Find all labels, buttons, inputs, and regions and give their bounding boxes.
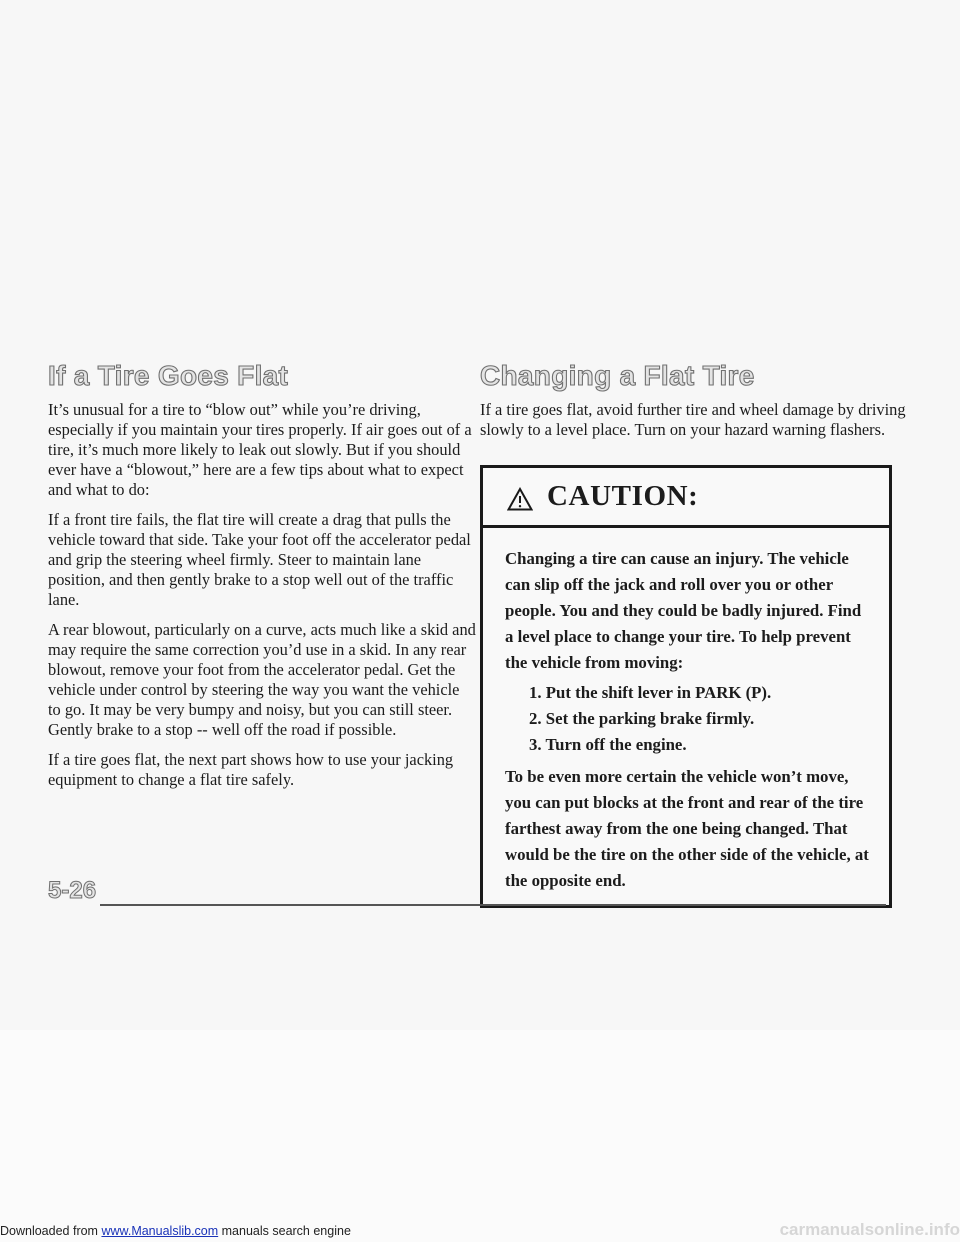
paragraph-changing-intro: If a tire goes flat, avoid further tire and wheel damage by driving slowly to a level place. Turn on your hazard warning flashers. xyxy=(480,400,906,439)
paragraph-front-tire: If a front tire fails, the flat tire will create a drag that pulls the vehicle toward that side. Take your foot off the accelerator pedal and grip the steering wheel firmly. Steer to maintain lane position, and then gently brake to a stop well out of the traffic lane. xyxy=(48,510,471,609)
caution-warning-text: Changing a tire can cause an injury. The vehicle can slip off the jack and roll over you or other people. You and they could be badly injured. Find a level place to change your tire. To help prevent the vehicle from moving: xyxy=(505,549,862,672)
paragraph-blowout-intro: It’s unusual for a tire to “blow out” while you’re driving, especially if you maintain your tires properly. If air goes out of a tire, it’s much more likely to leak out slowly. But if you should ever have a “blowout,” here are a few tips about what to expect and what to do: xyxy=(48,400,472,499)
caution-step: 1. Put the shift lever in PARK (P). xyxy=(529,683,772,702)
page-divider-line xyxy=(100,904,886,906)
footer-suffix: manuals search engine xyxy=(218,1224,351,1238)
right-column xyxy=(480,360,910,450)
caution-step: 2. Set the parking brake firmly. xyxy=(529,709,755,728)
page-number: 5-26 xyxy=(48,877,97,904)
caution-body xyxy=(483,528,889,894)
watermark: carmanualsonline.info xyxy=(779,1220,960,1239)
caution-box xyxy=(480,465,892,908)
caution-closing-text: To be even more certain the vehicle won’t move, you can put blocks at the front and rear of the tire farthest away from the one being changed. That would be the tire on the other side of the vehicle, at the opposite end. xyxy=(505,767,869,890)
paragraph-next-part: If a tire goes flat, the next part shows how to use your jacking equipment to change a flat tire safely. xyxy=(48,750,454,789)
section-heading-changing-flat-tire: Changing a Flat Tire xyxy=(480,360,755,391)
caution-step: 3. Turn off the engine. xyxy=(529,735,687,754)
warning-triangle-icon xyxy=(507,487,533,511)
left-column xyxy=(48,360,476,800)
paragraph-rear-blowout: A rear blowout, particularly on a curve, acts much like a skid and may require the same correction you’d use in a skid. In any rear blowout, remove your foot from the accelerator pedal. Get the vehicle under control by steering the way you want the vehicle to go. It may be very bumpy and noisy, but you can still steer. Gently brake to a stop -- well off the road if possible. xyxy=(48,620,476,739)
page-background-lower xyxy=(0,1030,960,1242)
caution-header xyxy=(483,468,889,528)
caution-title: CAUTION: xyxy=(547,480,699,512)
download-footer xyxy=(0,1224,351,1238)
caution-steps-list xyxy=(505,680,869,758)
manualslib-link[interactable]: www.Manualslib.com xyxy=(101,1224,219,1238)
footer-prefix: Downloaded from xyxy=(0,1224,102,1238)
section-heading-tire-goes-flat: If a Tire Goes Flat xyxy=(48,360,289,391)
